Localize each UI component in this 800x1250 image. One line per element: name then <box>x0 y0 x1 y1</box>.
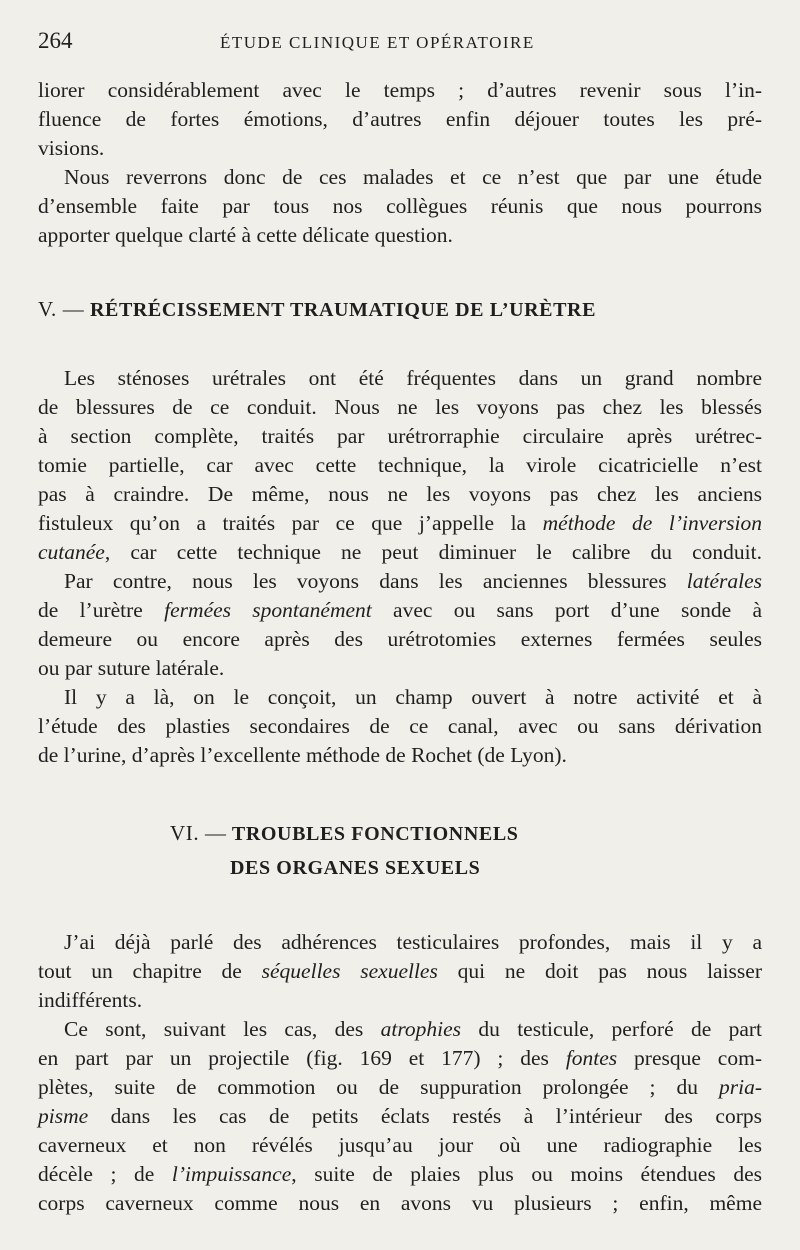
text-line: fluence de fortes émotions, d’autres enfin déjouer toutes les pré- <box>38 107 762 131</box>
text-span: qui ne doit pas nous laisser <box>437 959 762 983</box>
text-span: , car cette technique ne peut diminuer le calibre du conduit. <box>104 540 762 564</box>
text-line: de blessures de ce conduit. Nous ne les voyons pas chez les blessés <box>38 395 762 419</box>
page-header <box>38 28 762 62</box>
italic-span: pria- <box>719 1075 762 1099</box>
text-span: , suite de plaies plus ou moins étendues des <box>291 1162 762 1186</box>
page-number: 264 <box>38 28 73 53</box>
text-span: en part par un projectile (fig. 169 et 177) ; des <box>38 1046 566 1070</box>
text-line: tomie partielle, car avec cette technique, la virole cicatricielle n’est <box>38 453 762 477</box>
text-span: fistuleux qu’on a traités par ce que j’appelle la <box>38 511 543 535</box>
italic-span: pisme <box>38 1104 89 1128</box>
running-title: ÉTUDE CLINIQUE ET OPÉRATOIRE <box>220 33 535 52</box>
section-number: V. — <box>38 297 85 321</box>
italic-span: séquelles sexuelles <box>261 959 438 983</box>
text-span: décèle ; de <box>38 1162 172 1186</box>
text-line: ou par suture latérale. <box>38 656 225 680</box>
text-line <box>38 538 762 567</box>
section-heading <box>38 297 596 322</box>
text-line: indifférents. <box>38 988 143 1012</box>
text-span: presque com- <box>617 1046 762 1070</box>
text-span: tout un chapitre de <box>38 959 262 983</box>
text-line <box>64 1015 762 1044</box>
text-line: liorer considérablement avec le temps ; d’autres revenir sous l’in- <box>38 78 762 102</box>
text-line: de l’urine, d’après l’excellente méthode de Rochet (de Lyon). <box>38 743 567 767</box>
text-span: dans les cas de petits éclats restés à l’intérieur des corps <box>88 1104 762 1128</box>
text-line <box>38 1160 762 1189</box>
text-line <box>38 957 762 986</box>
text-line: visions. <box>38 136 105 160</box>
text-line: pas à craindre. De même, nous ne les voyons pas chez les anciens <box>38 482 762 506</box>
italic-span: méthode de l’inversion <box>542 511 762 535</box>
text-line <box>38 509 762 538</box>
text-span: Ce sont, suivant les cas, des <box>64 1017 381 1041</box>
text-line: J’ai déjà parlé des adhérences testiculaires profondes, mais il y a <box>64 930 762 954</box>
text-line: caverneux et non révélés jusqu’au jour où une radiographie les <box>38 1133 762 1157</box>
section-number: VI. — <box>170 821 227 845</box>
text-span: Par contre, nous les voyons dans les anciennes blessures <box>64 569 687 593</box>
italic-span: l’impuissance <box>171 1162 292 1186</box>
text-line <box>38 596 762 625</box>
section-title: RÉTRÉCISSEMENT TRAUMATIQUE DE L’URÈTRE <box>89 299 597 321</box>
section-title-continued: DES ORGANES SEXUELS <box>230 857 481 879</box>
italic-span: cutanée <box>38 540 105 564</box>
text-line: demeure ou encore après des urétrotomies externes fermées seules <box>38 627 762 651</box>
italic-span: fontes <box>565 1046 618 1070</box>
italic-span: latérales <box>686 569 762 593</box>
text-line: Les sténoses urétrales ont été fréquentes dans un grand nombre <box>64 366 762 390</box>
text-span: de l’urètre <box>38 598 165 622</box>
text-line: à section complète, traités par urétrorraphie circulaire après urétrec- <box>38 424 762 448</box>
text-line <box>38 1044 762 1073</box>
text-line: Nous reverrons donc de ces malades et ce n’est que par une étude <box>64 165 762 189</box>
text-span: avec ou sans port d’une sonde à <box>371 598 762 622</box>
text-line: corps caverneux comme nous en avons vu plusieurs ; enfin, même <box>38 1191 762 1215</box>
text-line: l’étude des plasties secondaires de ce canal, avec ou sans dérivation <box>38 714 762 738</box>
text-line: d’ensemble faite par tous nos collègues réunis que nous pourrons <box>38 194 762 218</box>
text-line: apporter quelque clarté à cette délicate question. <box>38 223 453 247</box>
text-line <box>38 1073 762 1102</box>
text-span: plètes, suite de commotion ou de suppuration prolongée ; du <box>38 1075 719 1099</box>
section-heading <box>170 821 518 846</box>
section-title: TROUBLES FONCTIONNELS <box>231 823 519 845</box>
text-line <box>38 1102 762 1131</box>
text-line <box>64 567 762 596</box>
italic-span: fermées spontanément <box>164 598 372 622</box>
italic-span: atrophies <box>380 1017 462 1041</box>
text-line: Il y a là, on le conçoit, un champ ouvert à notre activité et à <box>64 685 762 709</box>
text-span: du testicule, perforé de part <box>461 1017 763 1041</box>
